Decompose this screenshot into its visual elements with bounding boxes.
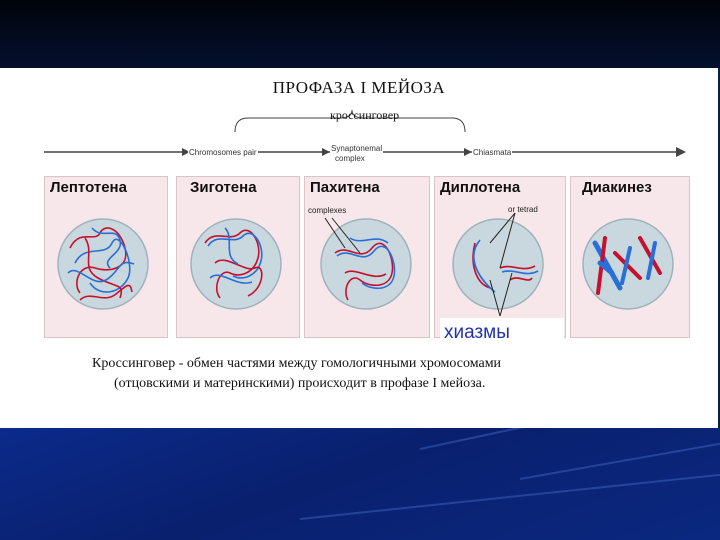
header-band	[0, 0, 720, 68]
timeline-label-pair: Chromosomes pair	[189, 148, 257, 157]
stage-label-pachytene: Пахитена	[310, 179, 380, 196]
nucleus-leptotene	[58, 219, 148, 309]
slide-title: ПРОФАЗА I МЕЙОЗА	[272, 78, 446, 97]
slide-content	[0, 68, 718, 428]
caption-line-1: Кроссинговер - обмен частями между гомологичными хромосомами	[92, 356, 502, 371]
note-complexes: complexes	[308, 206, 347, 215]
caption-line-2: (отцовскими и материнскими) происходит в профазе I мейоза.	[114, 376, 486, 391]
chiasma-label: хиазмы	[444, 322, 510, 343]
stage-label-leptotene: Лептотена	[50, 179, 127, 196]
footer-band	[0, 428, 720, 540]
stage-label-zygotene: Зиготена	[190, 179, 257, 196]
nuclei-illustrations	[0, 68, 718, 358]
nucleus-diplotene	[453, 219, 543, 309]
note-tetrad: or tetrad	[508, 205, 538, 214]
crossing-over-label: кроссинговер	[330, 108, 400, 122]
caption	[92, 354, 632, 394]
timeline-label-chiasmata: Chiasmata	[473, 148, 512, 157]
timeline-label-complex: complex	[335, 154, 365, 163]
stage-label-diakinesis: Диакинез	[582, 179, 652, 196]
stage-label-diplotene: Диплотена	[440, 179, 521, 196]
timeline-label-synaptonemal: Synaptonemal	[331, 144, 383, 153]
